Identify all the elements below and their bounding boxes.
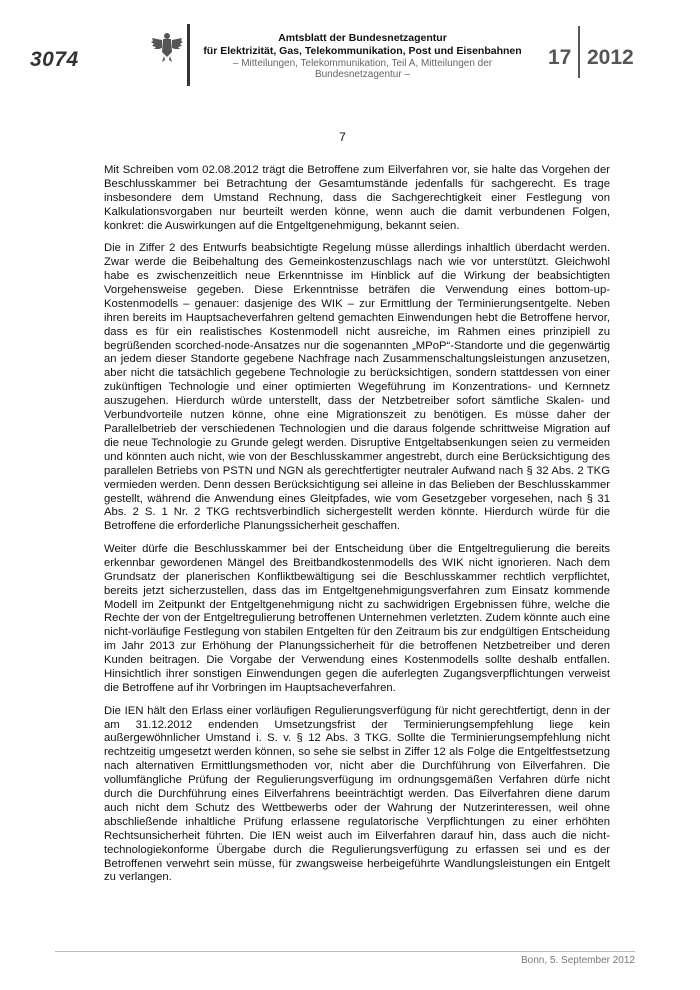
paragraph: Die IEN hält den Erlass einer vorläufigen Regulierungsverfügung für nicht gerechtfertigt, denn in der am 31.12.2012 endenden Umsetzungsfrist der Terminierungsempfehlung liege kein außergewöhnlicher Umstand i. S. v. § 12 Abs. 3 TKG. Sollte die Terminierungsempfehlung nicht rechtzeitig umgesetzt werden können, so sehe sie selbst in Ziffer 12 als Folge die Entgeltfestsetzung nach alternativen Ermittlungsmethoden vor, nicht aber die Durchführung von Eilverfahren. Die vollumfängliche Prüfung der Regulierungsverfügung im ordnungsgemäßen Verfahren dürfe nicht durch die Durchführung eines Eilverfahrens beeinträchtigt werden. Das Eilverfahren diene darum auch nicht dem Schutz des Wettbewerbs oder der Wahrung der Nutzerinteressen, weil ohne abschließende inhaltliche Prüfung erlassene regulatorische Verpflichtungen zu einer erhöhten Rechtsunsicherheit führten. Die IEN weist auch im Eilverfahren darauf hin, dass auch die nicht-technologiekonforme Übergabe durch die Regulierungsverfügung zu erfassen sei und es der Betroffenen verwehrt sein müsse, für zwangsweise herbeigeführte Wandlungsleistungen ein Entgelt zu verlangen.: [104, 704, 610, 884]
paragraph: Weiter dürfe die Beschlusskammer bei der Entscheidung über die Entgeltregulierung die bereits erkennbar gewordenen Mängel des Breitbandkostenmodells des WIK nicht ignorieren. Nach dem Grundsatz der planerischen Konfliktbewältigung sei die Beschlusskammer rechtlich verpflichtet, bereits jetzt sicherzustellen, dass das im Entgeltgenehmigungsverfahren zum Einsatz kommende Modell im Zeitpunkt der Entgeltgenehmigung nicht zu sachwidrigen Ergebnissen führe, welche die Rechte der von der Entgeltregulierung betroffenen Unternehmen verletzten. Zudem könnte auch eine nicht-vorläufige Festlegung von stabilen Entgelten für den Zeitraum bis zur endgültigen Entscheidung im Jahr 2013 zur Erhöhung der Planungssicherheit für die betroffenen Netzbetreiber und deren Kunden beitragen. Die Vorgabe der Verwendung eines Kostenmodells sollte deshalb entfallen. Hinsichtlich ihrer sonstigen Einwendungen gegen die auferlegten Zugangsverpflichtungen verweist die Betroffene auf ihr Vorbringen im Hauptsacheverfahren.: [104, 542, 610, 694]
page-number: 3074: [30, 48, 79, 71]
federal-eagle-icon: [150, 30, 184, 64]
page-header: [0, 0, 700, 90]
gazette-subtitle: – Mitteilungen, Telekommunikation, Teil A, Mitteilungen der Bundesnetzagentur –: [232, 58, 493, 80]
footer-divider: [55, 951, 635, 952]
issue-divider: [578, 26, 580, 78]
paragraph: Mit Schreiben vom 02.08.2012 trägt die Betroffene zum Eilverfahren vor, sie halte das Vorgehen der Beschlusskammer bei Betrachtung der Gesamtumstände jedenfalls für sachgerecht. Es trage insbesondere dem Umstand Rechnung, dass die Sachgerechtigkeit einer Festlegung von Kalkulationsvorgaben nur beurteilt werden könne, wenn auch die damit verbundenen Folgen, konkret: die Auswirkungen auf die Entgeltgenehmigung, bekannt seien.: [104, 164, 610, 232]
section-number: 7: [339, 130, 346, 144]
gazette-title-line1: Amtsblatt der Bundesnetzagentur: [278, 32, 447, 44]
body-text: [104, 164, 610, 894]
gazette-title: [190, 32, 535, 57]
footer-place-date: Bonn, 5. September 2012: [521, 955, 635, 966]
paragraph: Die in Ziffer 2 des Entwurfs beabsichtigte Regelung müsse allerdings inhaltlich überdacht werden. Zwar werde die Beibehaltung des Gemeinkostenzuschlags nach wie vor unterstützt. Gleichwohl habe es zwischenzeitlich neue Erkenntnisse im Hinblick auf die Wirkung der beabsichtigten Vorgehensweise gegeben. Diese Erkenntnisse beträfen die Verwendung eines bottom-up-Kostenmodells – genauer: dasjenige des WIK – zur Ermittlung der Terminierungsentgelte. Neben ihren bereits im Hauptsacheverfahren geltend gemachten Einwendungen hebt die Betroffene hervor, dass es für ein realistisches Kostenmodell nicht ausreiche, im Rahmen eines prinzipiell zu begrüßenden scorched-node-Ansatzes nur die sogenannten „MPoP“-Standorte und die gegenwärtig an jedem dieser Standorte gegebene Nachfrage nach Zusammenschaltungsleistungen anzusetzen, aber nicht die tatsächlich gegebene Technologie zu berücksichtigen, sondern stattdessen von einer zukünftigen Technologie und einer optimierten Wegeführung im Konzentrations- und Kernnetz auszugehen. Hierdurch würde unterstellt, dass der Netzbetreiber sofort sämtliche Skalen- und Verbundvorteile nutzen könne, ohne eine Migrationszeit zu benötigen. Es müsse daher der Parallelbetrieb der verschiedenen Technologien und die daraus folgende schrittweise Migration auf die neue Technologie zu Grunde gelegt werden. Disruptive Entgeltabsenkungen seien zu vermeiden und könnten auch nicht, wie von der Beschlusskammer angestrebt, durch eine Berücksichtigung des parallelen Betriebs von PSTN und NGN als gerechtfertigter neutraler Aufwand nach § 32 Abs. 2 TKG vermieden werden. Denn dessen Berücksichtigung sei alleine in das Belieben der Beschlusskammer gestellt, während die Anwendung eines Gleitpfades, wie vom Gesetzgeber vorgesehen, nach § 31 Abs. 2 S. 1 Nr. 2 TKG rechtsverbindlich sichergestellt werden könnte. Hierdurch würde für die Betroffene die erforderliche Planungssicherheit geschaffen.: [104, 242, 610, 533]
issue-number: 17: [548, 46, 572, 69]
gazette-title-line2: für Elektrizität, Gas, Telekommunikation, Post und Eisenbahnen: [203, 44, 522, 57]
issue-year: 2012: [587, 46, 634, 69]
